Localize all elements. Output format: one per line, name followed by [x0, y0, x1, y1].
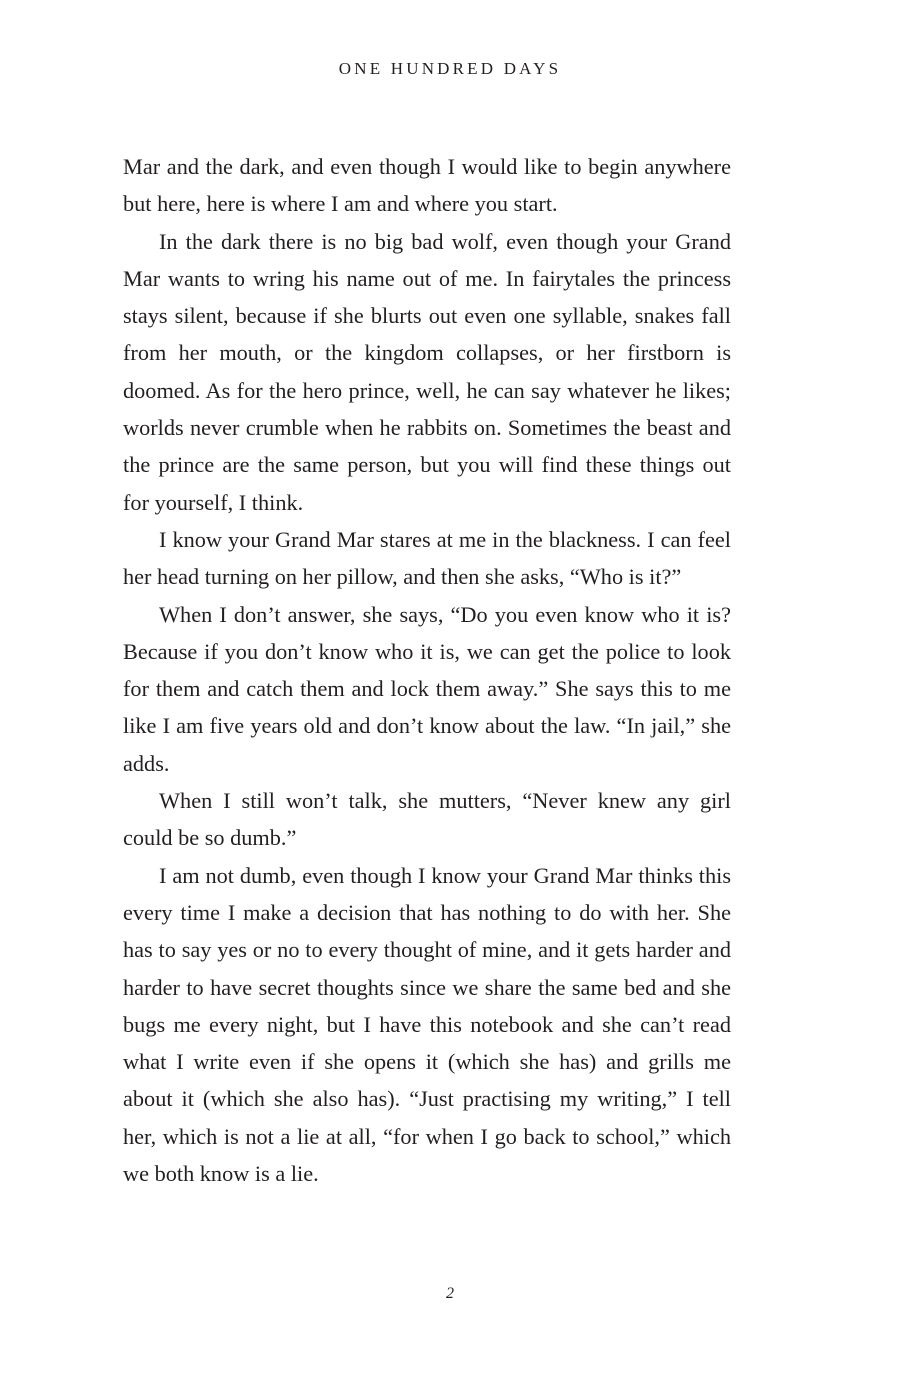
paragraph-4: When I don’t answer, she says, “Do you even know who it is? Because if you don’t know who it is, we can get the police to look for them and catch them and lock them away.” She says this to me like I am five years old and don’t know about the law. “In jail,” she adds.	[123, 601, 731, 776]
paragraph-6: I am not dumb, even though I know your Grand Mar thinks this every time I make a decision that has nothing to do with her. She has to say yes or no to every thought of mine, and it gets harder and harder to have secret thoughts since we share the same bed and she bugs me every night, but I have this notebook and she can’t read what I write even if she opens it (which she has) and grills me about it (which she also has). “Just practising my writing,” I tell her, which is not a lie at all, “for when I go back to school,” which we both know is a lie.	[123, 862, 731, 1187]
paragraph-5: When I still won’t talk, she mutters, “Never knew any girl could be so dumb.”	[123, 788, 731, 851]
running-head: ONE HUNDRED DAYS	[338, 59, 562, 78]
paragraph-1: Mar and the dark, and even though I would like to begin anywhere but here, here is where I am and where you start.	[123, 154, 731, 217]
paragraph-2: In the dark there is no big bad wolf, even though your Grand Mar wants to wring his name out of me. In fairytales the princess stays silent, because if she blurts out even one syllable, snakes fall from her mouth, or the kingdom collapses, or her firstborn is doomed. As for the hero prince, well, he can say whatever he likes; worlds never crumble when he rabbits on. Sometimes the beast and the prince are the same person, but you will find these things out for yourself, I think.	[123, 228, 731, 515]
body-text	[123, 148, 731, 1192]
paragraph-3: I know your Grand Mar stares at me in the blackness. I can feel her head turning on her pillow, and then she asks, “Who is it?”	[123, 526, 731, 590]
page-number: 2	[446, 1285, 454, 1302]
